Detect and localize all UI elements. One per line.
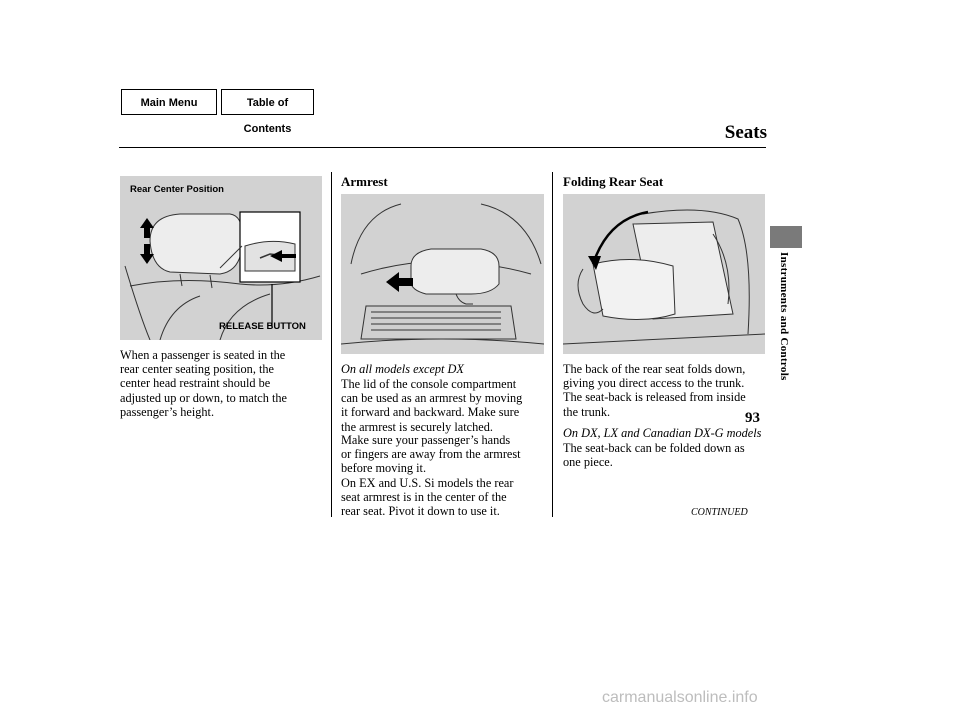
armrest-illustration — [341, 194, 544, 354]
section-tab — [770, 226, 802, 248]
folding-rear-seat-heading: Folding Rear Seat — [563, 174, 664, 189]
release-button-callout: RELEASE BUTTON — [219, 321, 306, 332]
folding-seat-illustration — [563, 194, 765, 354]
section-label: Instruments and Controls — [778, 252, 790, 381]
rear-center-figure — [120, 176, 322, 340]
main-menu-button[interactable]: Main Menu — [121, 89, 217, 115]
armrest-figure — [341, 194, 544, 354]
folding-seat-paragraph-1: The back of the rear seat folds down, giving you direct access to the trunk. The seat-back is released from inside the trunk. — [563, 362, 746, 419]
armrest-heading: Armrest — [341, 174, 388, 189]
column-divider-2 — [552, 172, 553, 517]
page-number: 93 — [745, 410, 760, 426]
armrest-paragraph-2: Make sure your passenger’s hands or fingers are away from the armrest before moving it. — [341, 433, 521, 476]
head-restraint-paragraph: When a passenger is seated in the rear center seating position, the center head restraint should be adjusted up or down, to match the passenger’s height. — [120, 348, 287, 419]
continued-label: CONTINUED — [691, 507, 748, 518]
page-title: Seats — [724, 122, 767, 143]
column-divider-1 — [331, 172, 332, 517]
armrest-paragraph-3: On EX and U.S. Si models the rear seat armrest is in the center of the rear seat. Pivot it down to use it. — [341, 476, 514, 519]
armrest-model-note: On all models except DX — [341, 362, 464, 376]
head-restraint-illustration — [120, 176, 322, 340]
armrest-paragraph-1: The lid of the console compartment can be used as an armrest by moving it forward and backward. Make sure the armrest is securely latched. — [341, 377, 523, 434]
table-of-contents-button[interactable]: Table of Contents — [221, 89, 314, 115]
header-rule — [119, 147, 766, 148]
watermark: carmanualsonline.info — [602, 689, 758, 706]
folding-seat-paragraph-2: The seat-back can be folded down as one piece. — [563, 441, 745, 470]
folding-seat-figure — [563, 194, 765, 354]
figure-caption: Rear Center Position — [130, 184, 224, 195]
folding-seat-model-note: On DX, LX and Canadian DX-G models — [563, 426, 762, 440]
